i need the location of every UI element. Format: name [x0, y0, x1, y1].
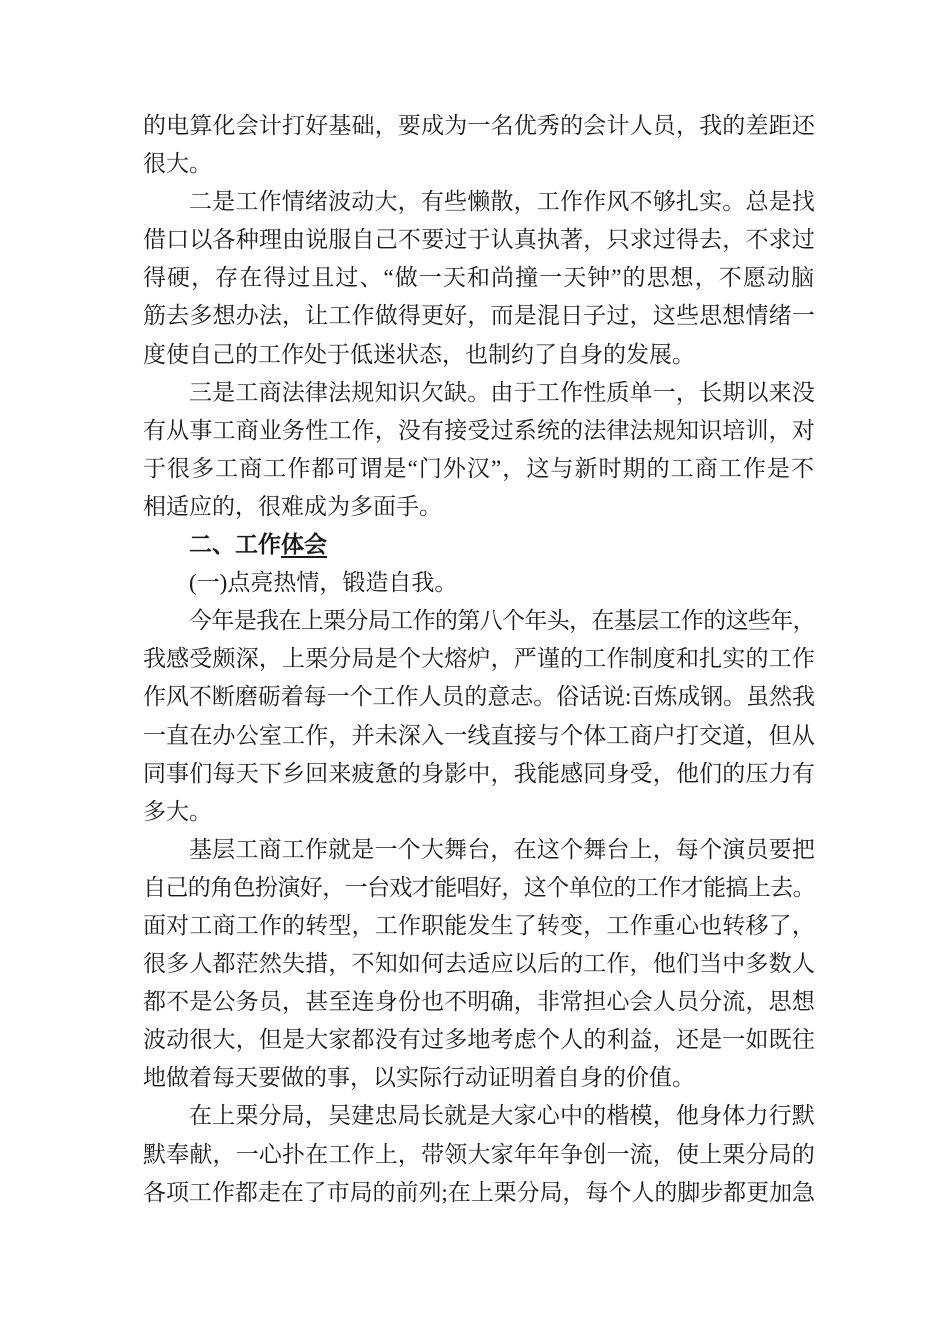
paragraph [143, 831, 815, 1098]
paragraph [143, 107, 815, 183]
text-line: 基层工商工作就是一个大舞台，在这个舞台上，每个演员要把 [189, 836, 815, 862]
text-line: 一直在办公室工作，并未深入一线直接与个体工商户打交道，但从 [143, 722, 815, 748]
section-heading [143, 526, 815, 564]
paragraph [143, 1097, 815, 1211]
text-line: 借口以各种理由说服自己不要过于认真执著，只求过得去，不求过 [143, 227, 815, 253]
text-line: 很大。 [143, 151, 212, 177]
paragraph [143, 183, 815, 373]
underlined-heading-text: 体会 [281, 532, 327, 558]
text-line: 相适应的，很难成为多面手。 [143, 493, 442, 519]
paragraph [143, 602, 815, 831]
text-line: 的电算化会计打好基础，要成为一名优秀的会计人员，我的差距还 [143, 113, 815, 138]
text-line: 很多人都茫然失措，不知如何去适应以后的工作，他们当中多数人 [143, 951, 815, 977]
text-line: (一)点亮热情，锻造自我。 [189, 570, 458, 596]
text-block [143, 107, 815, 1212]
text-line: 在上栗分局，吴建忠局长就是大家心中的楷模，他身体力行默 [189, 1103, 815, 1129]
text-line: 面对工商工作的转型，工作职能发生了转变，工作重心也转移了， [143, 912, 815, 938]
text-line: 度使自己的工作处于低迷状态，也制约了自身的发展。 [143, 341, 695, 367]
text-line: 得硬，存在得过且过、“做一天和尚撞一天钟”的思想，不愿动脑 [143, 265, 815, 291]
text-line: 自己的角色扮演好，一台戏才能唱好，这个单位的工作才能搞上去。 [143, 874, 816, 900]
paragraph [143, 564, 815, 602]
text-line: 二是工作情绪波动大，有些懒散，工作作风不够扎实。总是找 [189, 189, 815, 215]
text-line: 都不是公务员，甚至连身份也不明确，非常担心会人员分流，思想 [143, 989, 815, 1015]
text-line: 各项工作都走在了市局的前列;在上栗分局，每个人的脚步都更加急 [143, 1179, 815, 1205]
text-line: 作风不断磨砺着每一个工作人员的意志。俗话说:百炼成钢。虽然我 [143, 684, 815, 710]
text-line: 筋去多想办法，让工作做得更好，而是混日子过，这些思想情绪一 [143, 303, 815, 329]
text-line: 默奉献，一心扑在工作上，带领大家年年争创一流，使上栗分局的 [143, 1141, 815, 1167]
text-line: 今年是我在上栗分局工作的第八个年头，在基层工作的这些年， [189, 608, 816, 634]
text-line: 多大。 [143, 798, 212, 824]
text-line: 于很多工商工作都可谓是“门外汉”，这与新时期的工商工作是不 [143, 455, 815, 481]
text-line: 三是工商法律法规知识欠缺。由于工作性质单一，长期以来没 [189, 379, 815, 405]
text-line: 地做着每天要做的事，以实际行动证明着自身的价值。 [143, 1065, 695, 1091]
heading-text: 二、工作 [189, 532, 281, 558]
paragraph [143, 374, 815, 526]
heading-line [143, 526, 815, 564]
text-line: 波动很大，但是大家都没有过多地考虑个人的利益，还是一如既往 [143, 1027, 815, 1053]
text-line: 我感受颇深，上栗分局是个大熔炉，严谨的工作制度和扎实的工作 [143, 646, 815, 672]
text-line: 有从事工商业务性工作，没有接受过系统的法律法规知识培训，对 [143, 417, 815, 443]
text-line: 同事们每天下乡回来疲惫的身影中，我能感同身受，他们的压力有 [143, 760, 815, 786]
